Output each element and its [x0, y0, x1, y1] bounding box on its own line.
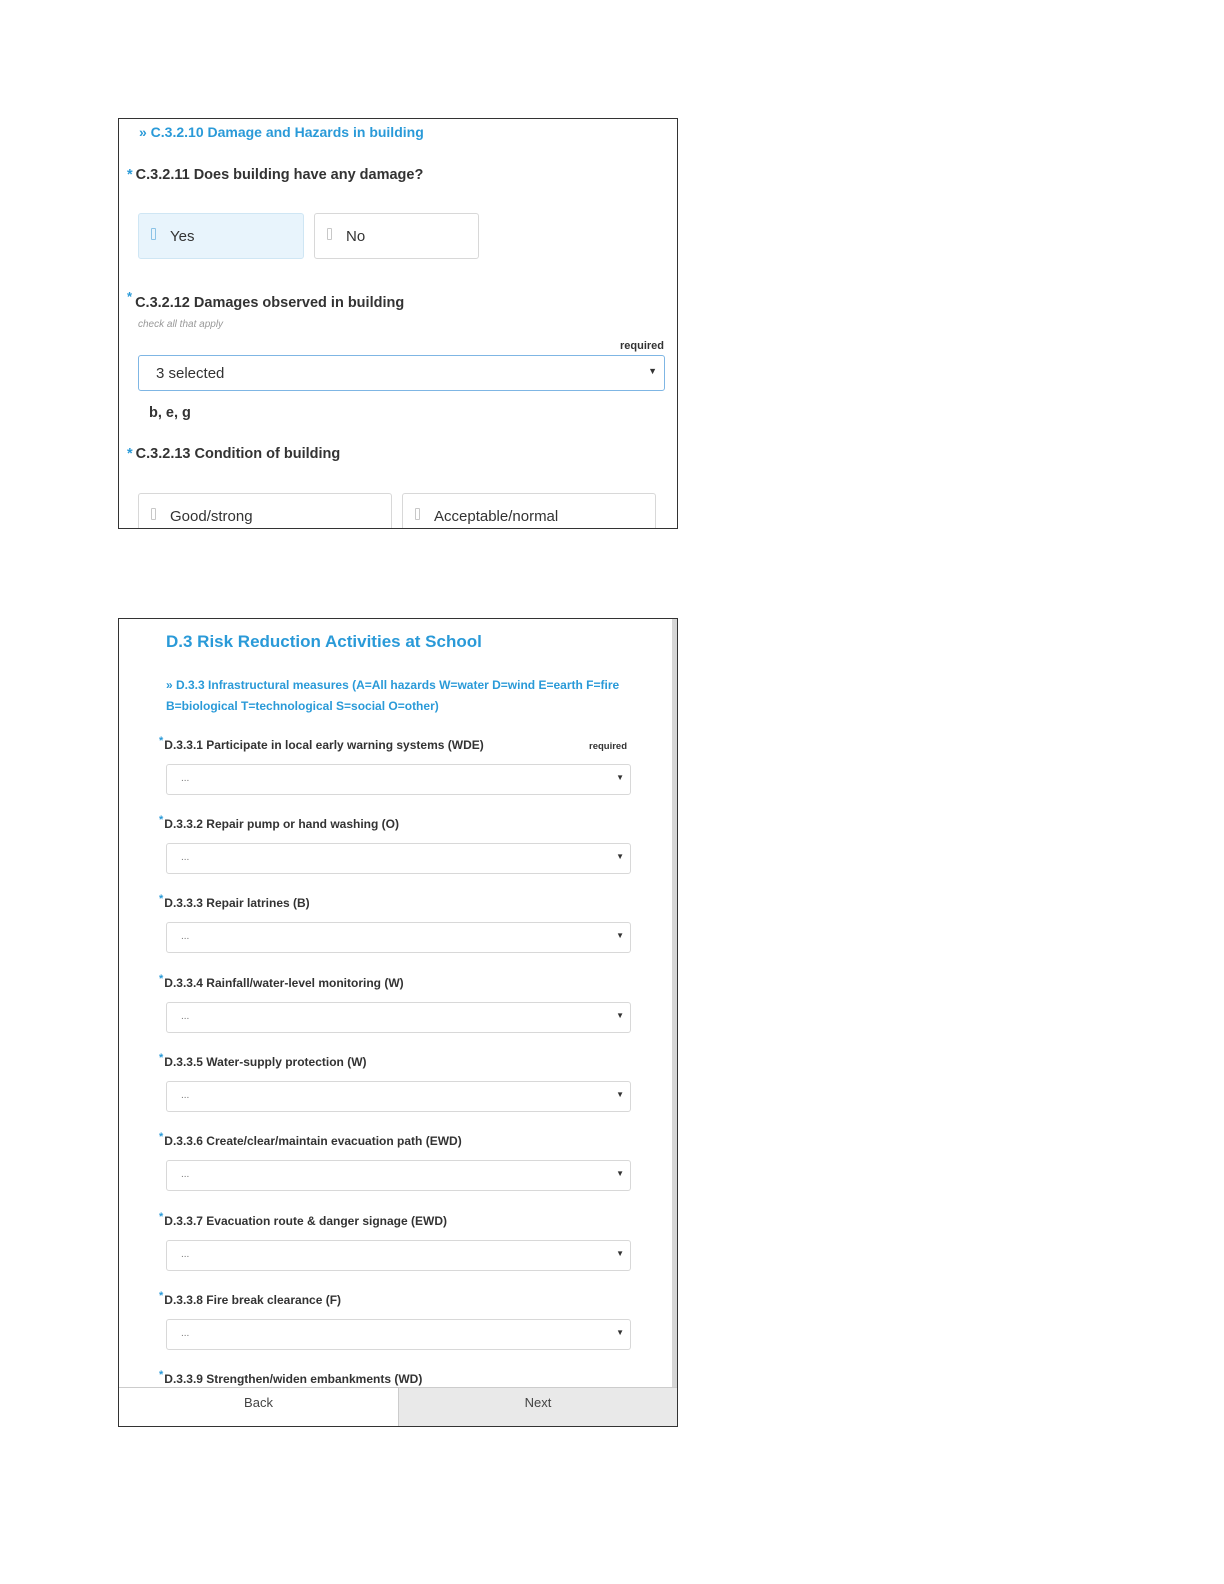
question-label: D.3.3.2 Repair pump or hand washing (O) — [164, 817, 399, 831]
select-d332[interactable] — [166, 843, 631, 874]
question-label: D.3.3.7 Evacuation route & danger signage (EWD) — [164, 1214, 448, 1228]
option-acceptable-normal[interactable] — [402, 493, 656, 529]
required-star: * — [159, 735, 164, 747]
select-d335[interactable] — [166, 1081, 631, 1112]
select-value: 3 selected — [156, 365, 225, 382]
question-d337 — [159, 1211, 448, 1228]
caret-down-icon: ▼ — [648, 366, 657, 376]
question-d339 — [159, 1369, 423, 1386]
select-placeholder: ... — [181, 1090, 190, 1101]
question-label: D.3.3.9 Strengthen/widen embankments (WD) — [164, 1372, 423, 1386]
question-label: D.3.3.4 Rainfall/water-level monitoring (W) — [164, 976, 404, 990]
form-panel-risk-reduction — [118, 618, 678, 1427]
required-indicator: required — [619, 340, 664, 352]
question-d332 — [159, 814, 399, 831]
question-label: D.3.3.6 Create/clear/maintain evacuation path (EWD) — [164, 1134, 462, 1148]
group-label-infrastructural[interactable]: » D.3.3 Infrastructural measures (A=All hazards W=water D=wind E=earth F=fire B=biological T=technological S=social O=other) — [166, 678, 620, 713]
select-placeholder: ... — [181, 852, 190, 863]
caret-down-icon: ▼ — [616, 931, 624, 940]
option-good-strong[interactable] — [138, 493, 392, 529]
question-label: D.3.3.1 Participate in local early warning systems (WDE) — [164, 738, 484, 752]
option-label: No — [346, 228, 366, 245]
question-label: C.3.2.12 Damages observed in building — [135, 295, 405, 311]
question-label: D.3.3.3 Repair latrines (B) — [164, 896, 310, 910]
section-title: D.3 Risk Reduction Activities at School — [166, 632, 482, 651]
required-star: * — [159, 1131, 164, 1143]
question-c3211 — [127, 167, 423, 183]
required-star: * — [127, 446, 133, 462]
select-placeholder: ... — [181, 773, 190, 784]
caret-down-icon: ▼ — [616, 1090, 624, 1099]
question-d335 — [159, 1052, 367, 1069]
radio-icon — [415, 508, 420, 520]
required-indicator: required — [589, 741, 628, 752]
select-d334[interactable] — [166, 1002, 631, 1033]
question-d338 — [159, 1290, 342, 1307]
question-hint: check all that apply — [138, 319, 224, 330]
question-c3213 — [127, 446, 340, 462]
required-star: * — [159, 1211, 164, 1223]
form-panel-building-damage — [118, 118, 678, 529]
damages-multiselect[interactable] — [138, 355, 665, 391]
select-d331[interactable] — [166, 764, 631, 795]
option-yes[interactable] — [138, 213, 304, 259]
required-star: * — [127, 289, 133, 304]
question-label: D.3.3.5 Water-supply protection (W) — [164, 1055, 367, 1069]
required-star: * — [159, 1290, 164, 1302]
radio-icon — [327, 228, 332, 240]
select-placeholder: ... — [181, 1011, 190, 1022]
question-d333 — [159, 893, 310, 910]
question-d336 — [159, 1131, 462, 1148]
scrollbar[interactable] — [672, 619, 677, 1387]
question-d334 — [159, 973, 404, 990]
caret-down-icon: ▼ — [616, 773, 624, 782]
question-d331 — [159, 735, 484, 752]
required-star: * — [159, 973, 164, 985]
select-placeholder: ... — [181, 1328, 190, 1339]
question-label: C.3.2.11 Does building have any damage? — [135, 167, 424, 183]
caret-down-icon: ▼ — [616, 1249, 624, 1258]
navigation-bar — [119, 1387, 677, 1427]
select-d336[interactable] — [166, 1160, 631, 1191]
required-star: * — [159, 893, 164, 905]
caret-down-icon: ▼ — [616, 1169, 624, 1178]
radio-icon — [151, 228, 156, 240]
selected-summary: b, e, g — [149, 405, 191, 421]
option-label: Good/strong — [170, 508, 253, 525]
select-d338[interactable] — [166, 1319, 631, 1350]
option-label: Yes — [170, 228, 195, 245]
group-label-damage-hazards[interactable]: » C.3.2.10 Damage and Hazards in building — [139, 124, 424, 140]
required-star: * — [159, 1052, 164, 1064]
option-label: Acceptable/normal — [434, 508, 559, 525]
question-label: D.3.3.8 Fire break clearance (F) — [164, 1293, 342, 1307]
caret-down-icon: ▼ — [616, 1328, 624, 1337]
required-star: * — [159, 1369, 164, 1381]
radio-icon — [151, 508, 156, 520]
caret-down-icon: ▼ — [616, 852, 624, 861]
required-star: * — [127, 167, 133, 183]
select-d337[interactable] — [166, 1240, 631, 1271]
question-label: C.3.2.13 Condition of building — [135, 446, 341, 462]
caret-down-icon: ▼ — [616, 1011, 624, 1020]
select-placeholder: ... — [181, 1169, 190, 1180]
question-c3212 — [127, 289, 405, 311]
select-placeholder: ... — [181, 931, 190, 942]
select-placeholder: ... — [181, 1249, 190, 1260]
option-no[interactable] — [314, 213, 479, 259]
next-button[interactable]: Next — [398, 1388, 677, 1427]
required-star: * — [159, 814, 164, 826]
back-button[interactable]: Back — [119, 1388, 398, 1427]
select-d333[interactable] — [166, 922, 631, 953]
